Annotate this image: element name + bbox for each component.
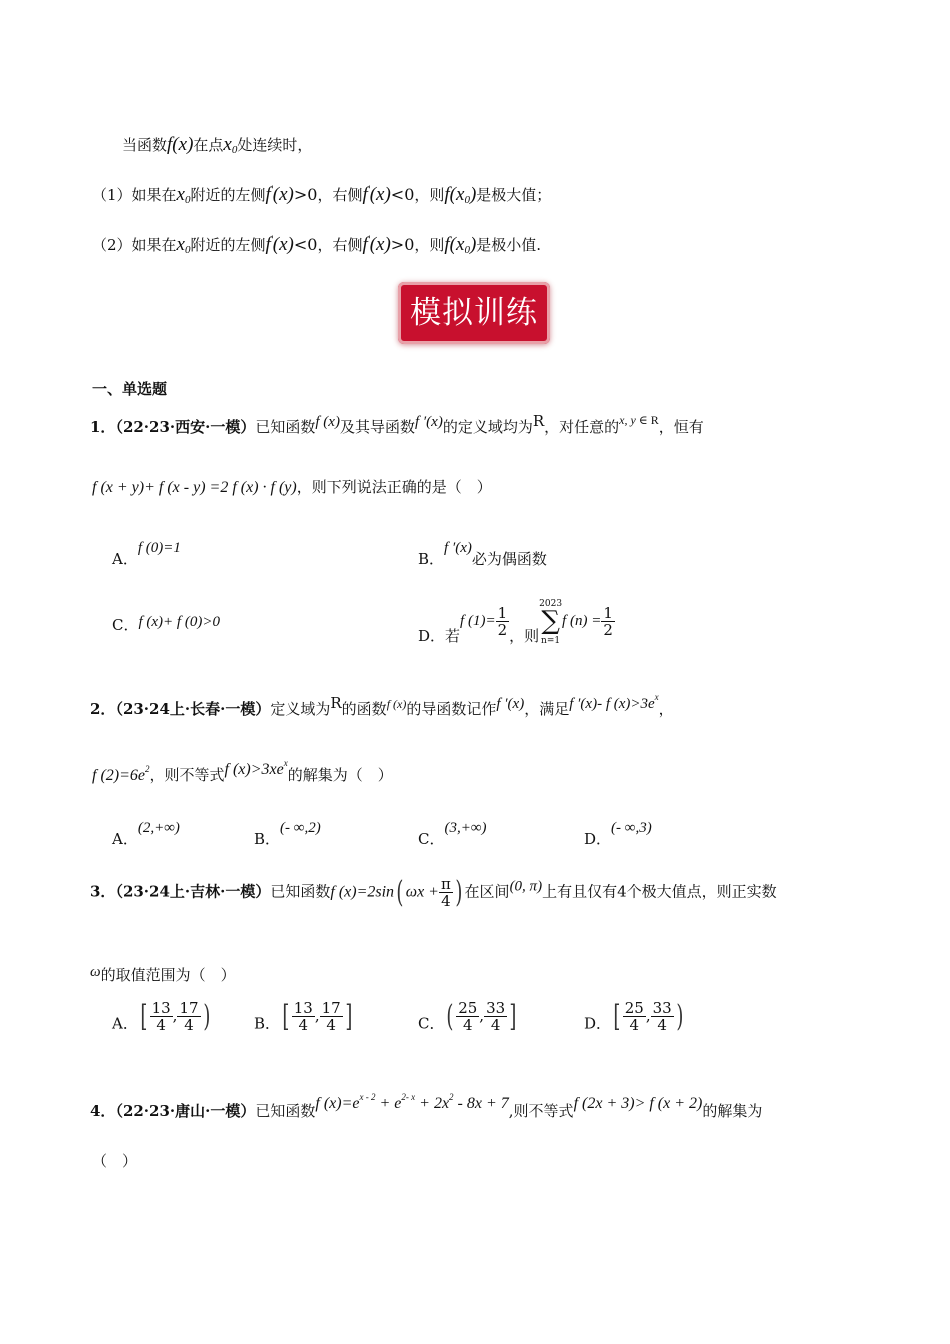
q1-option-d[interactable] xyxy=(418,596,615,646)
q2-fx: f (x) xyxy=(386,697,407,711)
q1-d-frac2: $\frac{1}{2}$ xyxy=(603,603,613,639)
q4-stem-line1 xyxy=(90,1092,762,1121)
q4-number: 4． xyxy=(90,1102,116,1120)
rule2-cond-left: <0 xyxy=(293,235,318,254)
q3-text2: 在区间 xyxy=(464,882,510,901)
q3-b-label: B． xyxy=(254,1014,281,1033)
q1-d-text2: ，则 xyxy=(509,627,540,645)
rule1-cond-right: <0 xyxy=(390,185,415,204)
q4-text2: ,则不等式 xyxy=(508,1102,574,1120)
q2-option-a[interactable] xyxy=(112,820,180,849)
rule2-left-fp: f′(x) xyxy=(265,234,294,255)
q1-number: 1． xyxy=(90,418,116,436)
rule1-cond-left: >0 xyxy=(293,185,318,204)
rule-1 xyxy=(92,184,551,206)
intro-line xyxy=(122,134,312,156)
q3-d-frac1: $\frac{25}{4}$ xyxy=(624,999,644,1034)
q3-text4: 个极大值点，则正实数 xyxy=(626,882,777,901)
q3-option-a[interactable]: A．[ $\frac{13}{4}$ , $\frac{17}{4}$ ) xyxy=(112,998,210,1034)
q3-option-b[interactable]: B．[ $\frac{13}{4}$ , $\frac{17}{4}$ ] xyxy=(254,998,353,1034)
q3-d-lbracket: [ xyxy=(613,998,621,1034)
q2-d-label: D． xyxy=(584,830,612,848)
q3-a-frac2: $\frac{17}{4}$ xyxy=(179,999,199,1034)
q3-c-label: C． xyxy=(418,1014,445,1033)
q3-a-rbracket: ) xyxy=(202,998,210,1034)
q2-given: f $(2)=6e^2$ xyxy=(92,764,150,784)
q2-b-label: B． xyxy=(254,830,281,848)
q1-fx: f (x) xyxy=(315,414,340,430)
q2-text1: 定义域为 xyxy=(270,700,331,718)
rule2-then: ，则 xyxy=(414,236,445,254)
q1-text3: 的定义域均为 xyxy=(442,418,533,436)
q2-b-math: (- ∞,2) xyxy=(280,820,321,836)
q2-c-label: C． xyxy=(418,830,445,848)
q3-c-rbracket: ] xyxy=(509,998,517,1034)
q1-xy: x, y ∈ R xyxy=(619,413,659,427)
q2-ineq: f $(x)>3xe^x$ xyxy=(224,758,288,778)
q1-a-label: A． xyxy=(112,550,138,568)
q4-source: （22·23·唐山·一模） xyxy=(115,1102,256,1120)
q3-stem-line1 xyxy=(90,876,777,909)
q1-d-math2: f (n) = xyxy=(562,613,602,629)
rule1-label: （1）如果在 xyxy=(92,186,177,204)
q2-text5: ， xyxy=(658,700,674,718)
q3-number: 3． xyxy=(90,882,116,901)
rule1-right-fp: f′(x) xyxy=(362,184,391,205)
intro-at-point: 在点 xyxy=(193,136,224,154)
q1-option-b[interactable] xyxy=(418,540,547,569)
q2-d-math: (- ∞,3) xyxy=(611,820,652,836)
q3-text3: 上有且仅有 xyxy=(542,882,618,901)
q1-b-math: f ′(x) xyxy=(444,540,472,556)
q1-text4: ，对任意的 xyxy=(544,418,620,436)
q2-stem-line1 xyxy=(90,692,674,719)
q3-option-c[interactable]: C．( $\frac{25}{4}$ , $\frac{33}{4}$ ] xyxy=(418,998,517,1034)
q2-text3: 的导函数记作 xyxy=(406,700,497,718)
rule2-cond-right: >0 xyxy=(390,235,415,254)
q3-b-lbracket: [ xyxy=(282,998,290,1034)
q1-R: R xyxy=(532,412,545,430)
q1-stem-line1 xyxy=(90,412,704,437)
banner-title: 模拟训练 xyxy=(410,295,538,331)
q1-d-math1: f (1)= xyxy=(460,613,496,629)
q2-text7: 的解集为（ ） xyxy=(287,766,393,784)
q3-b-frac2: $\frac{17}{4}$ xyxy=(321,999,341,1034)
rule1-then: ，则 xyxy=(414,186,445,204)
intro-fx: f(x) xyxy=(167,134,194,155)
rule2-result: 是极小值. xyxy=(476,236,542,254)
q1-option-c[interactable] xyxy=(112,614,220,635)
q3-pi-frac: $\frac{\pi}{4}$ xyxy=(440,875,451,910)
q3-inner: ωx + xyxy=(405,883,439,901)
q3-source: （23·24上·吉林·一模） xyxy=(115,882,271,901)
q3-d-label: D． xyxy=(584,1014,612,1033)
q2-source: （23·24上·长春·一模） xyxy=(115,700,271,718)
rule1-left-cond: f′(x) xyxy=(265,184,294,205)
q3-stem-line2 xyxy=(90,964,236,985)
rule2-x0: $x_0$ xyxy=(176,234,191,256)
q3-func: f (x)=2sin xyxy=(330,883,395,901)
q1-c-math: f (x)+ f (0)>0 xyxy=(138,614,220,630)
q3-text5: 的取值范围为（ ） xyxy=(100,966,236,984)
q3-d-rbracket: ) xyxy=(676,998,684,1034)
intro-cont: 处连续时， xyxy=(237,136,313,154)
q3-d-frac2: $\frac{33}{4}$ xyxy=(652,999,672,1034)
rule1-fx0: $f(x_0)$ xyxy=(444,184,477,206)
q2-option-c[interactable] xyxy=(418,820,487,849)
q3-a-lbracket: [ xyxy=(140,998,148,1034)
q1-a-math: f (0)=1 xyxy=(137,540,181,556)
rule1-x0: $x_0$ xyxy=(176,184,191,206)
q3-interval: (0, π) xyxy=(509,878,543,895)
q3-b-frac1: $\frac{13}{4}$ xyxy=(293,999,313,1034)
q4-paren: （ ） xyxy=(92,1152,138,1170)
q1-text5: ，恒有 xyxy=(658,418,704,436)
q2-a-math: (2,+∞) xyxy=(137,820,180,836)
q2-c-math: (3,+∞) xyxy=(444,820,487,836)
practice-banner xyxy=(398,282,550,344)
q2-option-b[interactable] xyxy=(254,820,321,849)
q3-a-frac1: $\frac{13}{4}$ xyxy=(151,999,171,1034)
q1-option-a[interactable] xyxy=(112,540,181,569)
q3-left-paren: ( xyxy=(396,874,404,910)
q1-d-label: D． xyxy=(418,627,446,645)
rule2-near-left: 附近的左侧 xyxy=(190,236,266,254)
rule1-right-side: ，右侧 xyxy=(317,186,363,204)
q3-omega: ω xyxy=(90,964,101,980)
q2-option-d[interactable] xyxy=(584,820,652,849)
q3-option-d[interactable]: D．[ $\frac{25}{4}$ , $\frac{33}{4}$ ) xyxy=(584,998,684,1034)
q1-d-sigma: 2023 ∑ n=1 xyxy=(539,599,563,646)
q4-ineq: f (2x + 3)> f (x + 2) xyxy=(573,1095,703,1112)
q1-source: （22·23·西安·一模） xyxy=(115,418,256,436)
q3-c-frac1: $\frac{25}{4}$ xyxy=(458,999,478,1034)
rule2-fx0: $f(x_0)$ xyxy=(444,234,477,256)
q1-stem-line2 xyxy=(92,476,492,497)
q2-text2: 的函数 xyxy=(341,700,387,718)
q2-number: 2． xyxy=(90,700,116,718)
rule2-right-fp: f′(x) xyxy=(362,234,391,255)
q1-d-text1: 若 xyxy=(445,627,461,645)
q1-equation: f (x + y)+ f (x - y) =2 f (x) · f (y) xyxy=(92,479,297,496)
q1-text6: ，则下列说法正确的是（ ） xyxy=(296,478,492,496)
q1-fpx: f ′(x) xyxy=(414,414,443,430)
rule-2 xyxy=(92,234,541,256)
q4-text1: 已知函数 xyxy=(255,1102,316,1120)
rule2-label: （2）如果在 xyxy=(92,236,177,254)
q3-b-rbracket: ] xyxy=(345,998,353,1034)
q1-d-frac1: $\frac{1}{2}$ xyxy=(497,603,508,639)
q4-text3: 的解集为 xyxy=(702,1102,763,1120)
rule1-near-left: 附近的左侧 xyxy=(190,186,266,204)
q2-stem-line2 xyxy=(92,758,393,785)
q1-b-text: 必为偶函数 xyxy=(471,550,547,568)
q2-fpx: f ′(x) xyxy=(496,696,525,712)
q2-cond: f ′(x)- f $(x)>3e^x$ xyxy=(569,692,659,712)
q3-count: 4 xyxy=(617,882,627,901)
q1-b-label: B． xyxy=(418,550,445,568)
rule1-result: 是极大值； xyxy=(476,186,552,204)
section-title: 一、单选题 xyxy=(92,380,168,398)
q1-text1: 已知函数 xyxy=(255,418,316,436)
q3-c-lbracket: ( xyxy=(446,998,454,1034)
q3-a-label: A． xyxy=(112,1014,138,1033)
q2-text6: ，则不等式 xyxy=(149,766,225,784)
q3-c-frac2: $\frac{33}{4}$ xyxy=(486,999,506,1034)
rule2-right-side: ，右侧 xyxy=(317,236,363,254)
q2-text4: ，满足 xyxy=(524,700,570,718)
intro-lead: 当函数 xyxy=(122,136,168,154)
q2-R: R xyxy=(330,694,342,712)
q3-right-paren: ) xyxy=(455,874,463,910)
q1-text2: 及其导函数 xyxy=(339,418,415,436)
intro-x0: $x_0$ xyxy=(223,134,238,156)
q3-text1: 已知函数 xyxy=(270,882,331,901)
q2-a-label: A． xyxy=(112,830,138,848)
q4-func: f $(x)=e^{x - 2} + e^{2- x} + 2x^2 - 8x + 7$ xyxy=(315,1092,509,1112)
q1-c-label: C． xyxy=(112,616,139,634)
